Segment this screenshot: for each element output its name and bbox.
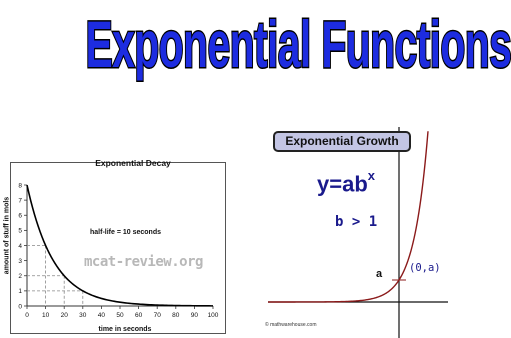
y-tick-label: 2 (18, 273, 22, 281)
x-tick-label: 20 (60, 312, 68, 319)
x-tick-label: 40 (97, 312, 106, 319)
decay-y-axis-label: amount of stuff in mols (3, 196, 11, 275)
y-tick-label: 0 (18, 303, 22, 311)
decay-x-axis-label: time in seconds (98, 326, 152, 333)
y-tick-label: 8 (18, 182, 22, 190)
intercept-a-label: a (376, 268, 383, 280)
decay-chart-title: Exponential Decay (95, 158, 171, 168)
formula-base: y=ab (317, 171, 368, 197)
growth-formula (317, 168, 375, 197)
y-tick-label: 6 (18, 212, 22, 220)
x-tick-label: 60 (134, 312, 143, 319)
page-title: Exponential Functions (85, 7, 511, 81)
growth-header-label: Exponential Growth (285, 134, 399, 148)
growth-condition: b > 1 (335, 214, 378, 230)
x-tick-label: 90 (190, 312, 199, 319)
credit-text: © mathwarehouse.com (265, 322, 317, 328)
y-tick-label: 5 (18, 227, 22, 235)
x-tick-label: 50 (116, 312, 124, 319)
intercept-point-label: (0,a) (409, 262, 441, 274)
y-tick-label: 7 (18, 197, 22, 205)
x-tick-label: 70 (153, 312, 161, 319)
growth-header-box (273, 131, 411, 152)
x-tick-label: 100 (207, 312, 219, 319)
half-life-annotation: half-life = 10 seconds (90, 229, 161, 236)
formula-exponent: x (367, 168, 375, 183)
x-tick-label: 80 (172, 312, 180, 319)
x-tick-label: 30 (79, 312, 87, 319)
y-tick-label: 4 (18, 242, 22, 250)
y-tick-label: 3 (18, 257, 22, 265)
x-tick-label: 10 (41, 312, 50, 319)
watermark: mcat-review.org (84, 254, 203, 270)
x-tick-label: 0 (25, 312, 29, 319)
y-tick-label: 1 (18, 288, 22, 296)
